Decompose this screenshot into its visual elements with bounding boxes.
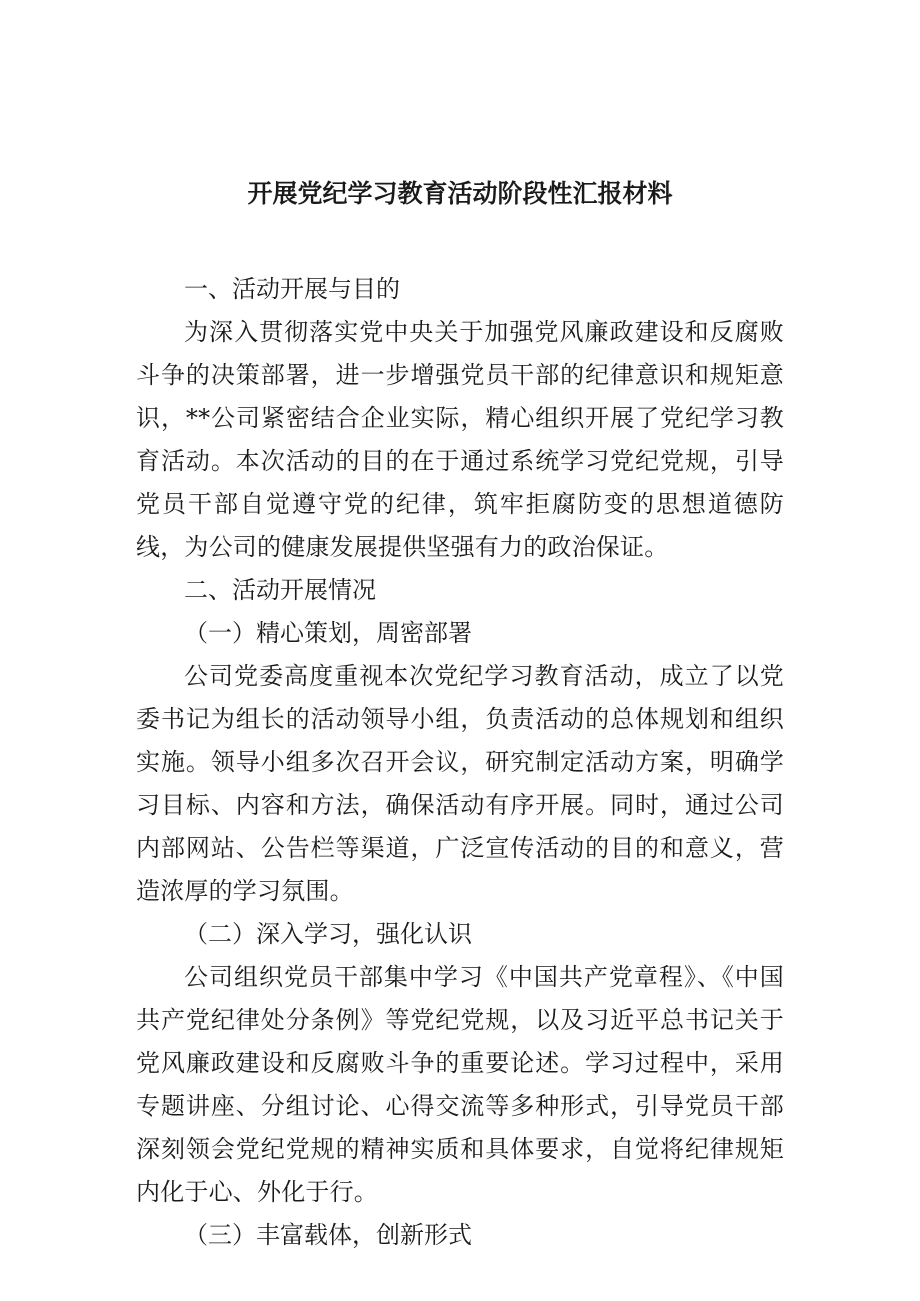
subsection-2-paragraph: 公司组织党员干部集中学习《中国共产党章程》、《中国共产党纪律处分条例》等党纪党规，以及习近平总书记关于党风廉政建设和反腐败斗争的重要论述。学习过程中，采用专题讲座、分组讨论、心得交流等多种形式，引导党员干部深刻领会党纪党规的精神实质和具体要求，自觉将纪律规矩内化于心、外化于行。 [136, 963, 784, 1206]
section-1-heading: 一、活动开展与目的 [184, 275, 400, 303]
section-1-paragraph: 为深入贯彻落实党中央关于加强党风廉政建设和反腐败斗争的决策部署，进一步增强党员干部的纪律意识和规矩意识，**公司紧密结合企业实际，精心组织开展了党纪学习教育活动。本次活动的目的在于通过系统学习党纪党规，引导党员干部自觉遵守党的纪律，筑牢拒腐防变的思想道德防线，为公司的健康发展提供坚强有力的政治保证。 [136, 318, 784, 561]
subsection-1-heading: （一）精心策划，周密部署 [184, 619, 472, 647]
subsection-3-heading: （三）丰富载体，创新形式 [184, 1221, 472, 1249]
document-body [136, 268, 784, 1257]
document-title: 开展党纪学习教育活动阶段性汇报材料 [247, 179, 673, 208]
subsection-1-paragraph: 公司党委高度重视本次党纪学习教育活动，成立了以党委书记为组长的活动领导小组，负责活动的总体规划和组织实施。领导小组多次召开会议，研究制定活动方案，明确学习目标、内容和方法，确保活动有序开展。同时，通过公司内部网站、公告栏等渠道，广泛宣传活动的目的和意义，营造浓厚的学习氛围。 [136, 662, 784, 905]
section-2-heading: 二、活动开展情况 [184, 576, 376, 604]
subsection-2-heading: （二）深入学习，强化认识 [184, 920, 472, 948]
